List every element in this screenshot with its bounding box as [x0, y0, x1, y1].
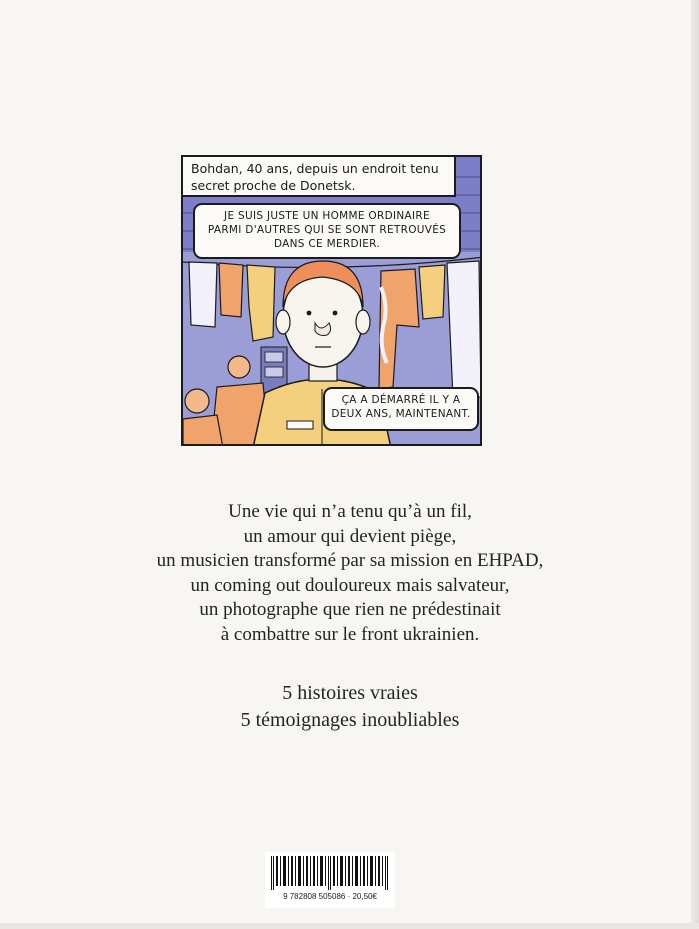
blurb-line: un amour qui devient piège,	[243, 525, 457, 547]
comic-panel	[181, 155, 482, 446]
page-bottom-edge	[0, 923, 699, 929]
highlight-line: 5 histoires vraies	[282, 682, 418, 704]
page-edge	[691, 0, 699, 929]
speech-bubble-bottom	[323, 387, 479, 431]
blurb-line: un photographe que rien ne prédestinait	[199, 599, 501, 620]
blurb-line: un coming out douloureux mais salvateur,	[190, 574, 510, 596]
speech-line: DEUX ANS, MAINTENANT.	[331, 408, 471, 420]
highlight-line: 5 témoignages inoubliables	[240, 709, 460, 731]
barcode	[265, 852, 395, 908]
speech-line: DANS CE MERDIER.	[273, 238, 381, 250]
isbn-price: 9 782808 505086 · 20,50€	[283, 892, 377, 901]
speech-line: ÇA A DÉMARRÉ IL Y A	[341, 394, 461, 406]
blurb-line: à combattre sur le front ukrainien.	[220, 623, 480, 645]
speech-bubble-top	[193, 203, 461, 259]
back-cover-blurb	[100, 500, 600, 647]
narration-caption	[181, 155, 456, 197]
speech-line: JE SUIS JUSTE UN HOMME ORDINAIRE	[224, 210, 430, 222]
barcode-bars	[271, 856, 389, 890]
highlights	[100, 680, 600, 734]
speech-line: PARMI D'AUTRES QUI SE SONT RETROUVÉS	[207, 224, 447, 236]
blurb-line: un musicien transformé par sa mission en EHPAD,	[156, 550, 544, 571]
caption-line: Bohdan, 40 ans, depuis un endroit tenu	[191, 161, 439, 176]
blurb-line: Une vie qui n’a tenu qu’à un fil,	[228, 501, 472, 522]
caption-line: secret proche de Donetsk.	[191, 178, 356, 193]
